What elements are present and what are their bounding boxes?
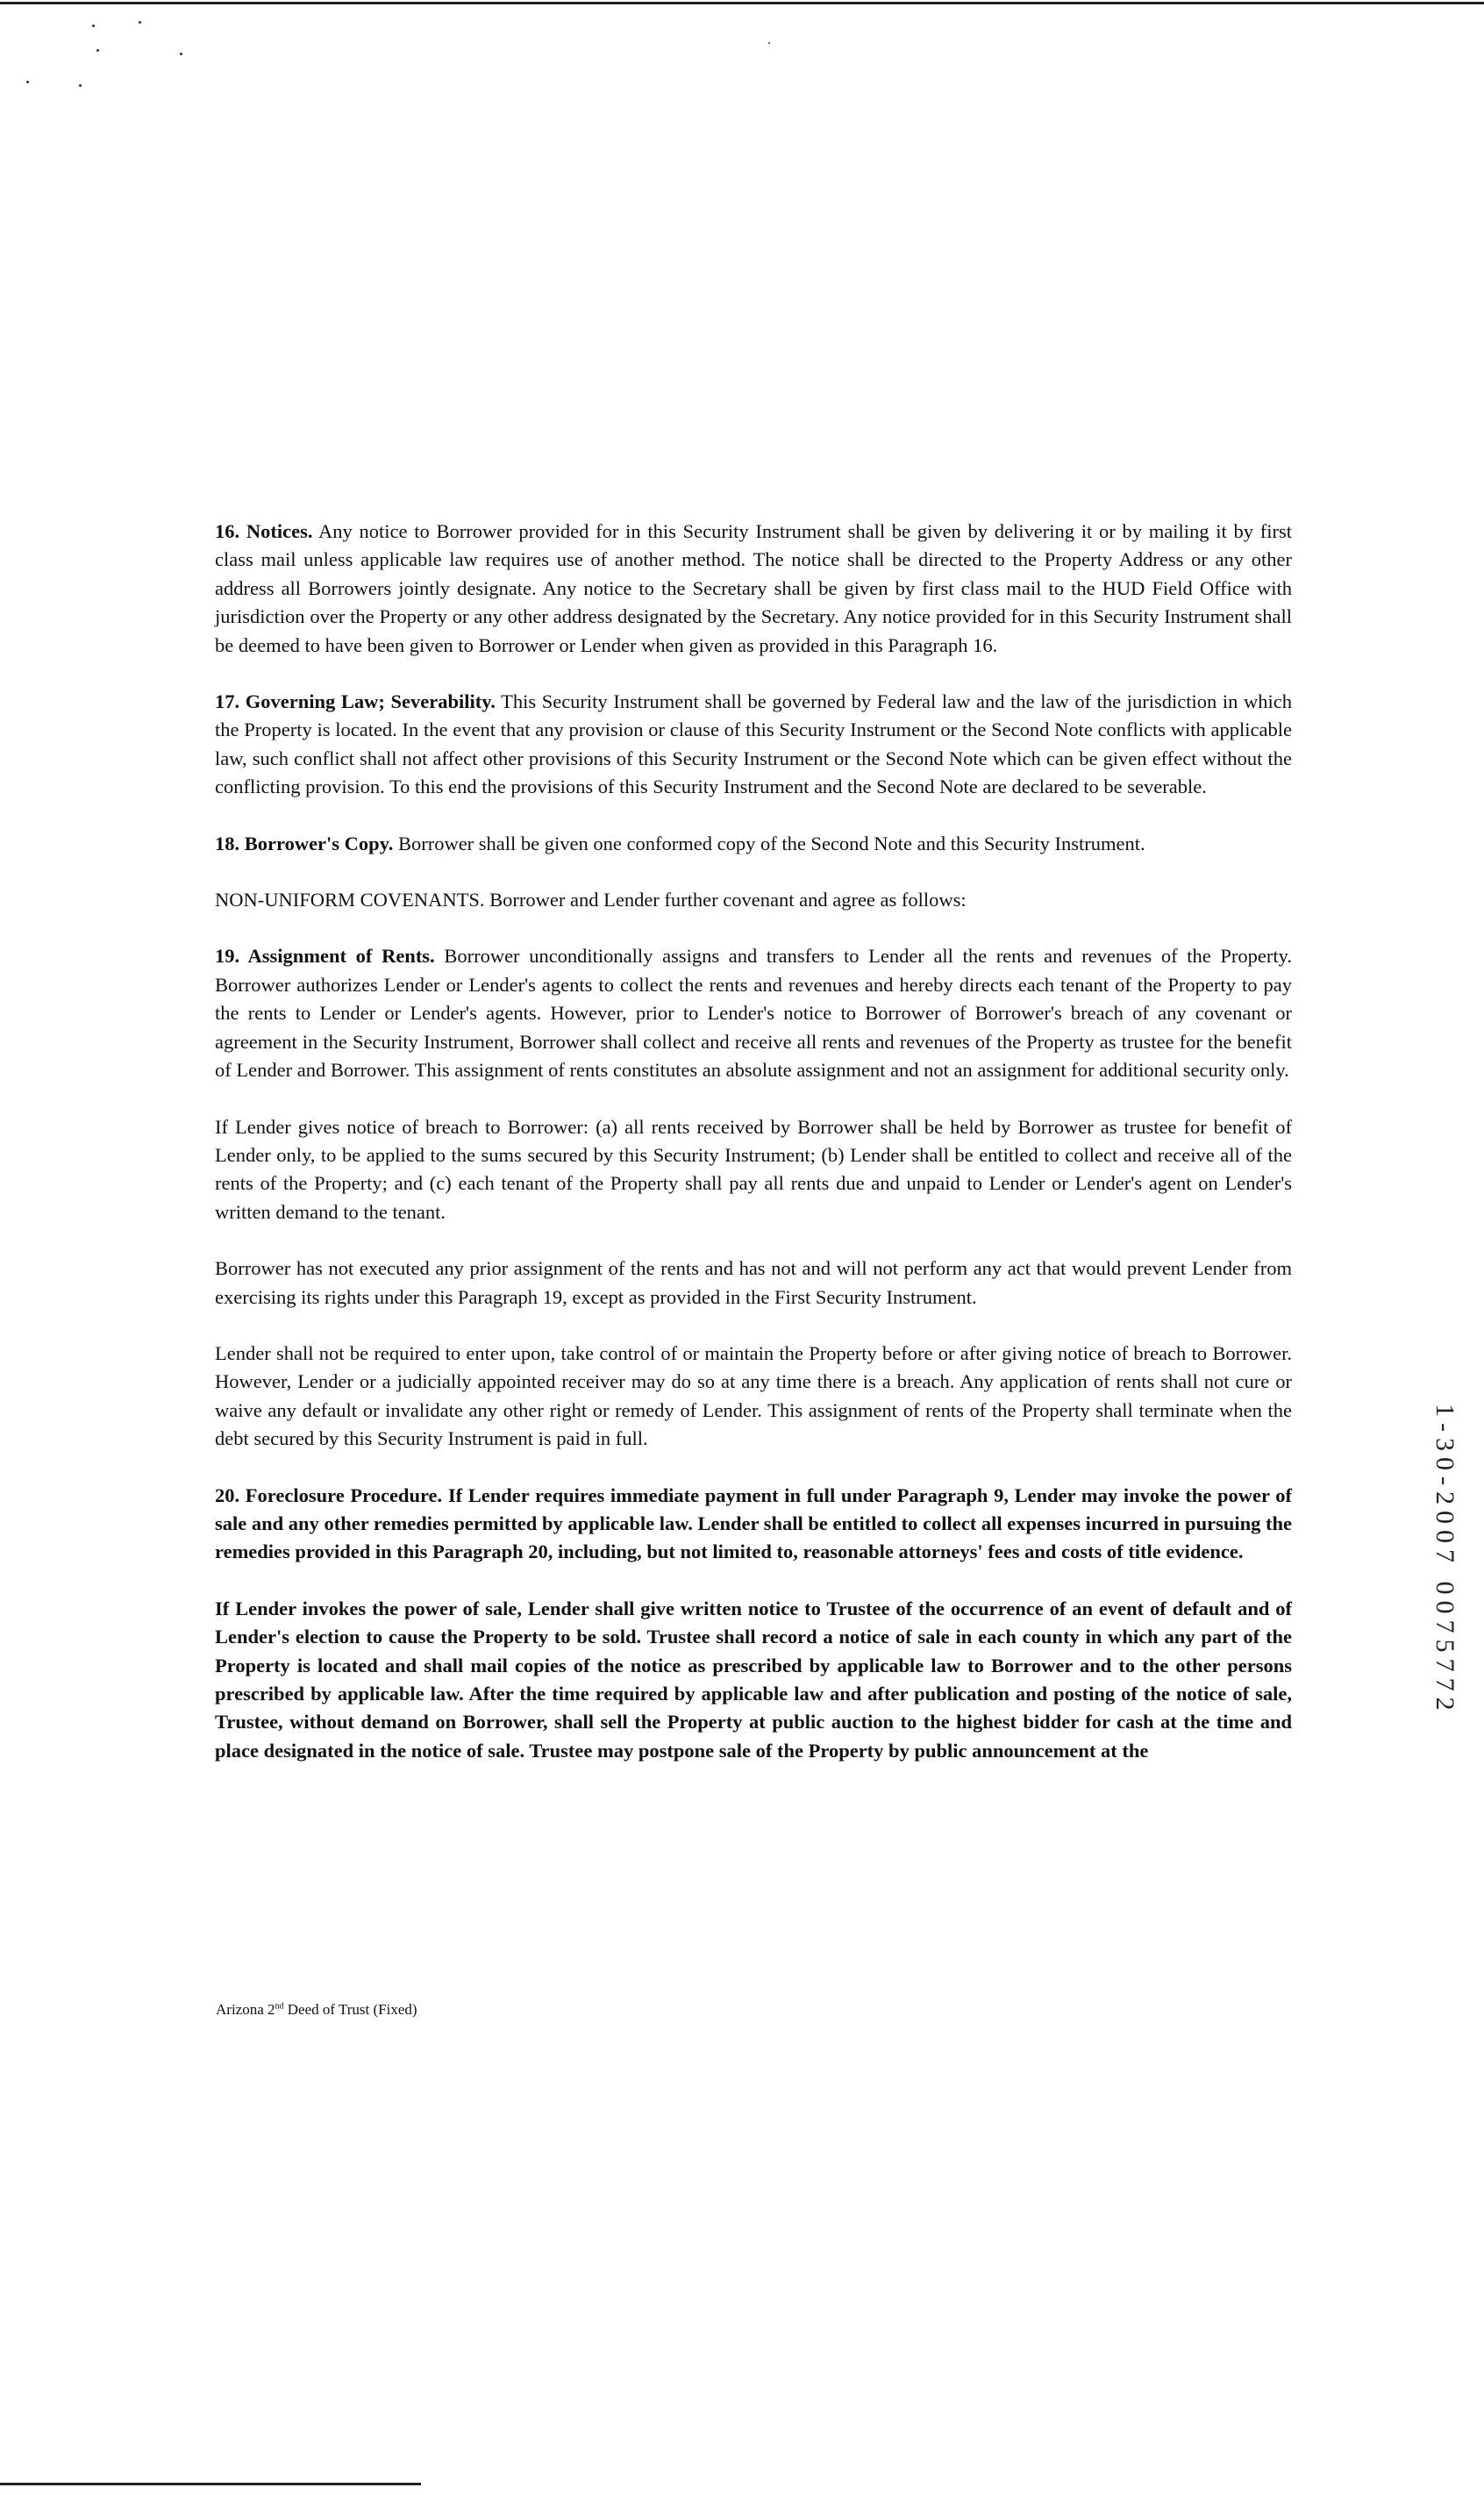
heading-assignment-of-rents: 19. Assignment of Rents.: [215, 945, 435, 968]
paragraph-power-of-sale: If Lender invokes the power of sale, Lender shall give written notice to Trustee of the occurrence of an event of default and of Lender's election to cause the Property to be sold. Trustee shall record a notice of sale in each county in which any part of the Property is located and shall mail copies of the notice as prescribed by applicable law to Borrower and to the other persons prescribed by applicable law. After the time required by applicable law and after publication and posting of the notice of sale, Trustee, without demand on Borrower, shall sell the Property at public auction to the highest bidder for cash at the time and place designated in the notice of sale. Trustee may postpone sale of the Property by public announcement at the: [215, 1597, 1292, 1762]
paragraph-non-uniform-covenants: NON-UNIFORM COVENANTS. Borrower and Lender further covenant and agree as follows:: [215, 889, 967, 911]
scan-speck: [139, 21, 141, 24]
top-scan-border: [0, 2, 1484, 4]
recording-stamp: [1421, 1404, 1473, 1717]
scan-speck: [79, 84, 82, 87]
heading-notices: 16. Notices.: [215, 520, 313, 542]
paragraph-lender-control: Lender shall not be required to enter upon, take control of or maintain the Property before or after giving notice of breach to Borrower. However, Lender or a judicially appointed receiver may do so at any time there is a breach. Any application of rents shall not cure or waive any default or invalidate any other right or remedy of Lender. This assignment of rents of the Property shall terminate when the debt secured by this Security Instrument is paid in full.: [215, 1341, 1292, 1450]
paragraph-borrowers-copy: [215, 830, 1292, 858]
paragraph-assignment-of-rents: [215, 942, 1292, 1084]
paragraph-prior-assignment: Borrower has not executed any prior assignment of the rents and has not and will not perform any act that would prevent Lender from exercising its rights under this Paragraph 19, except as provided in the First Security Instrument.: [215, 1257, 1292, 1308]
paragraph-foreclosure-procedure: 20. Foreclosure Procedure. If Lender requires immediate payment in full under Paragraph 9, Lender may invoke the power of sale and any other remedies permitted by applicable law. Lender shall be entitled to collect all expenses incurred in pursuing the remedies provided in this Paragraph 20, including, but not limited to, reasonable attorneys' fees and costs of title evidence.: [215, 1483, 1292, 1563]
document-body: [215, 518, 1292, 1793]
text-notices: Any notice to Borrower provided for in this Security Instrument shall be given by delivering it or by mailing it by first class mail unless applicable law requires use of another method. The notice shall be directed to the Property Address or any other address all Borrowers jointly designate. Any notice to the Secretary shall be given by first class mail to the HUD Field Office with jurisdiction over the Property or any other address designated by the Secretary. Any notice provided for in this Security Instrument shall be deemed to have been given to Borrower or Lender when given as provided in this Paragraph 16.: [215, 520, 1292, 656]
scan-speck: [26, 81, 29, 83]
form-footer-label: [216, 2001, 417, 2019]
scan-speck: [92, 25, 95, 27]
scan-speck: [768, 42, 770, 44]
bottom-scan-border: [0, 2483, 421, 2485]
footer-suffix: Deed of Trust (Fixed): [283, 2001, 417, 2018]
heading-governing-law: 17. Governing Law; Severability.: [215, 690, 496, 713]
footer-superscript: nd: [275, 2001, 284, 2012]
paragraph-governing-law: [215, 688, 1292, 802]
text-governing-law: This Security Instrument shall be governed by Federal law and the law of the jurisdiction in which the Property is located. In the event that any provision or clause of this Security Instrument or the Second Note conflicts with applicable law, such conflict shall not affect other provisions of this Security Instrument or the Second Note which can be given effect without the conflicting provision. To this end the provisions of this Security Instrument and the Second Note are declared to be severable.: [215, 690, 1292, 798]
text-assignment-of-rents: Borrower unconditionally assigns and transfers to Lender all the rents and revenues of the Property. Borrower authorizes Lender or Lender's agents to collect the rents and revenues and hereby directs each tenant of the Property to pay the rents to Lender or Lender's agents. However, prior to Lender's notice to Borrower of Borrower's breach of any covenant or agreement in the Security Instrument, Borrower shall collect and receive all rents and revenues of the Property as trustee for the benefit of Lender and Borrower. This assignment of rents constitutes an absolute assignment and not an assignment for additional security only.: [215, 945, 1292, 1082]
recording-stamp-text: 1-30-2007 0075772: [1430, 1404, 1459, 1717]
heading-borrowers-copy: 18. Borrower's Copy.: [215, 832, 394, 854]
footer-prefix: Arizona 2: [216, 2001, 275, 2018]
text-borrowers-copy: Borrower shall be given one conformed copy of the Second Note and this Security Instrument.: [393, 832, 1145, 854]
scan-speck: [96, 49, 99, 52]
paragraph-notices: [215, 518, 1292, 660]
paragraph-notice-of-breach: If Lender gives notice of breach to Borrower: (a) all rents received by Borrower shall be held by Borrower as trustee for benefit of Lender only, to be applied to the sums secured by this Security Instrument; (b) Lender shall be entitled to collect and receive all of the rents of the Property; and (c) each tenant of the Property shall pay all rents due and unpaid to Lender or Lender's agent on Lender's written demand to the tenant.: [215, 1115, 1292, 1223]
scan-speck: [180, 53, 182, 55]
